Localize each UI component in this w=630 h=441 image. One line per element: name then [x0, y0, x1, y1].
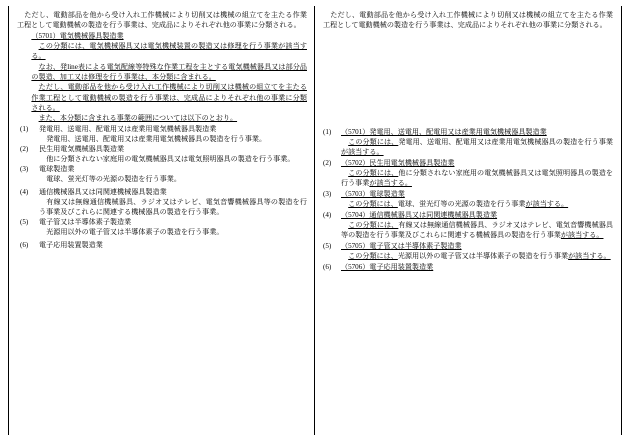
list-item-body: [39, 164, 307, 184]
left-paragraph-5701-3: ただし、電動部品を他から受け入れ工作機械により切削又は機械の組立てを主たる作業工程として電動機械の製造を行う事業は、完成品によりそれぞれ他の事業に分類される。: [31, 83, 307, 112]
list-item-text: [341, 251, 613, 261]
list-item-text-lead: この分類には、: [348, 221, 399, 230]
list-item-body: [341, 241, 613, 261]
list-item-text-tail: が該当する。: [369, 178, 412, 187]
list-item-text-tail: が該当する。: [525, 200, 569, 209]
list-item-text-lead: この分類には、: [348, 137, 399, 146]
list-item-title: （5706）電子応用装置製造業: [341, 263, 434, 272]
list-item-number: (4): [20, 188, 29, 197]
list-item-body: [39, 187, 307, 217]
list-item-text: [341, 137, 613, 157]
list-item-title: （5704）通信機械器具又は同関連機械器具製造業: [341, 211, 498, 220]
list-item-text-main: 発電用、送電用、配電用又は産業用電気機械器具の製造を行う事業: [398, 137, 614, 146]
list-item: [17, 144, 307, 164]
list-item: [17, 187, 307, 217]
list-item: [323, 210, 613, 240]
list-item-line: 有線又は無線通信機械器具、ラジオ又はテレビ、電気音響機械器具等の製造を行う事業及びこれらに関連する機械器具の製造を行う事業。: [39, 198, 307, 217]
left-intro-paragraph: ただし、電動部品を他から受け入れ工作機械により切削又は機械の組立てを主たる作業工程として電動機械の製造を行う事業は、完成品によりそれぞれ他の事業に分類される。: [17, 11, 307, 30]
list-item-text-main: 電球、蛍光灯等の光源の製造を行う事業: [397, 200, 526, 209]
list-item-number: (4): [323, 211, 332, 220]
list-item-line: 電球製造業: [39, 164, 75, 173]
list-item-line: 他に分類されない家庭用の電気機械器具又は電気照明器具の製造を行う事業。: [46, 154, 295, 163]
left-paragraph-5701-4: また、本分類に含まれる事業の範囲については以下のとおり。: [38, 114, 238, 123]
list-item-body: [39, 124, 307, 144]
list-item-title: （5705）電子管又は半導体素子製造業: [341, 242, 462, 251]
list-item: [323, 241, 613, 261]
list-item-text-lead: この分類には、: [348, 200, 398, 209]
list-item-text-main: 他に分類されない家庭用の電気機械器具又は電気照明器具の製造を行う事業: [341, 168, 614, 187]
list-item-title: （5703）電球製造業: [341, 190, 405, 198]
right-intro-paragraph: ただし、電動部品を他から受け入れ工作機械により切削又は機械の組立てを主たる作業工程として電動機械の製造を行う事業は、完成品によりそれぞれ他の事業に分類される。: [323, 11, 613, 30]
list-item-line: 電球、蛍光灯等の光源の製造を行う事業。: [46, 175, 181, 183]
list-item-body: [341, 127, 613, 157]
list-item: [17, 217, 307, 237]
list-item-number: (6): [20, 241, 29, 250]
list-item-line: 民生用電気機械器具製造業: [39, 144, 125, 153]
list-item-line: 発電用、送電用、配電用又は産業用電気機械器具の製造を行う事業。: [46, 134, 267, 143]
list-item-line: 電子応用装置製造業: [39, 241, 103, 250]
list-item-text-tail: が該当する。: [560, 231, 604, 240]
list-item-line: 通信機械器具又は同関連機械器具製造業: [39, 188, 167, 197]
left-paragraph-5701-1: この分類には、電気機械器具又は電気機械装置の製造又は修理を行う事業が該当する。: [31, 42, 307, 61]
list-item: [323, 262, 613, 272]
list-item-number: (6): [323, 263, 332, 272]
list-item-body: [39, 217, 307, 237]
left-column: [8, 6, 315, 435]
left-heading-5701: （5701）電気機械器具製造業: [31, 31, 124, 40]
list-item-number: (1): [20, 124, 29, 133]
left-paragraph-5701-2: なお、発line表による電気配線等特殊な作業工程を主とする電気機械器具又は部分品の製造、加工又は修理を行う事業は、本分類に含まれる。: [31, 62, 307, 81]
list-item-body: [341, 189, 613, 209]
list-item-line: 光源用以外の電子管又は半導体素子の製造を行う事業。: [46, 228, 224, 237]
list-item: [17, 240, 307, 250]
list-item: [17, 124, 307, 144]
list-item-number: (1): [323, 127, 332, 136]
list-item-title: （5702）民生用電気機械器具製造業: [341, 158, 455, 167]
right-column: [315, 6, 622, 435]
list-item-text-lead: この分類には、: [348, 168, 399, 177]
list-item: [323, 158, 613, 188]
list-item: [323, 189, 613, 209]
list-item-number: (3): [323, 190, 332, 198]
list-item-title: （5701）発電用、送電用、配電用又は産業用電気機械器具製造業: [341, 127, 547, 136]
list-item-number: (2): [20, 144, 29, 153]
list-item-number: (2): [323, 158, 332, 167]
list-item-line: 電子管又は半導体素子製造業: [39, 218, 132, 227]
list-item-text: [341, 199, 613, 209]
list-item-body: [39, 240, 307, 250]
list-item-text: [341, 220, 613, 240]
list-item: [17, 164, 307, 184]
list-item: [323, 127, 613, 157]
list-item-text-main: 光源用以外の電子管又は半導体素子の製造を行う事業: [397, 252, 569, 261]
list-item-number: (5): [20, 218, 29, 227]
list-item-text-tail: が該当する。: [568, 252, 611, 261]
list-item-body: [39, 144, 307, 164]
list-item-body: [341, 210, 613, 240]
list-item-body: [341, 262, 613, 272]
list-item-number: (3): [20, 164, 29, 173]
list-item-number: (5): [323, 242, 332, 251]
list-item-text-lead: この分類には、: [348, 252, 398, 261]
list-item-line: 発電用、送電用、配電用又は産業用電気機械器具製造業: [39, 124, 217, 133]
list-item-text: [341, 168, 613, 188]
list-item-body: [341, 158, 613, 188]
list-item-text-main: 有線又は無線通信機械器具、ラジオ又はテレビ、電気音響機械器具等の製造を行う事業及びこれらに関連する機械器具の製造を行う事業: [341, 221, 613, 240]
list-item-text-tail: が該当する。: [341, 147, 384, 156]
